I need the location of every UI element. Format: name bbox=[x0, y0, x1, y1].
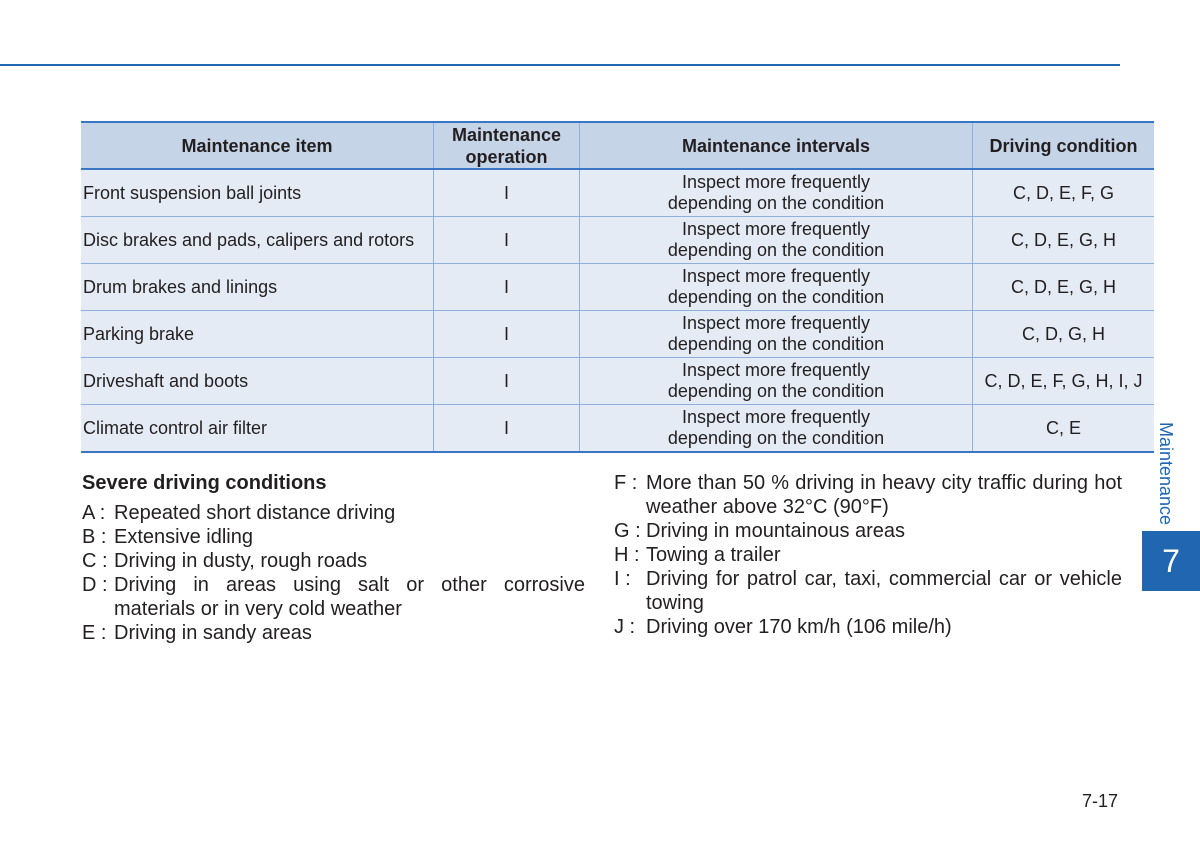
header-maintenance-item: Maintenance item bbox=[81, 122, 434, 169]
cell-driving-condition: C, E bbox=[973, 405, 1155, 453]
cell-driving-condition: C, D, E, G, H bbox=[973, 217, 1155, 264]
cell-maintenance-item: Driveshaft and boots bbox=[81, 358, 434, 405]
maintenance-table bbox=[81, 121, 1154, 453]
condition-text: Driving in areas using salt or other corrosive materials or in very cold weather bbox=[114, 574, 585, 620]
table-row bbox=[81, 311, 1154, 358]
table-row bbox=[81, 358, 1154, 405]
cell-driving-condition: C, D, E, F, G, H, I, J bbox=[973, 358, 1155, 405]
cell-maintenance-operation: I bbox=[434, 405, 580, 453]
cell-maintenance-item: Drum brakes and linings bbox=[81, 264, 434, 311]
condition-label: E : bbox=[82, 622, 107, 644]
cell-maintenance-interval bbox=[580, 358, 973, 405]
condition-label: A : bbox=[82, 502, 106, 524]
condition-text: Repeated short distance driving bbox=[114, 502, 396, 524]
cell-maintenance-operation: I bbox=[434, 264, 580, 311]
interval-text: Inspect more frequently depending on the condition bbox=[667, 360, 885, 401]
interval-text: Inspect more frequently depending on the condition bbox=[667, 266, 885, 307]
cell-maintenance-operation: I bbox=[434, 217, 580, 264]
cell-maintenance-interval bbox=[580, 311, 973, 358]
cell-maintenance-operation: I bbox=[434, 358, 580, 405]
chapter-tab bbox=[1142, 531, 1200, 591]
condition-label: B : bbox=[82, 526, 107, 548]
condition-item-h bbox=[614, 543, 1122, 567]
cell-maintenance-interval bbox=[580, 405, 973, 453]
condition-label: I : bbox=[614, 568, 631, 590]
condition-label: C : bbox=[82, 550, 108, 572]
section-side-label: Maintenance bbox=[1156, 422, 1176, 526]
table-row bbox=[81, 405, 1154, 453]
condition-text: More than 50 % driving in heavy city traffic during hot weather above 32°C (90°F) bbox=[646, 472, 1122, 518]
cell-driving-condition: C, D, E, F, G bbox=[973, 169, 1155, 217]
interval-text: Inspect more frequently depending on the condition bbox=[667, 219, 885, 260]
cell-maintenance-item: Parking brake bbox=[81, 311, 434, 358]
table-row bbox=[81, 264, 1154, 311]
table-row bbox=[81, 217, 1154, 264]
chapter-number: 7 bbox=[1162, 542, 1180, 579]
page-number: 7-17 bbox=[1081, 791, 1118, 811]
table-row bbox=[81, 169, 1154, 217]
condition-label: G : bbox=[614, 520, 641, 542]
table-body bbox=[81, 169, 1154, 452]
cell-maintenance-operation: I bbox=[434, 169, 580, 217]
cell-maintenance-item: Climate control air filter bbox=[81, 405, 434, 453]
condition-item-i bbox=[614, 567, 1122, 615]
cell-maintenance-interval bbox=[580, 217, 973, 264]
header-driving-condition: Driving condition bbox=[973, 122, 1155, 169]
condition-text: Driving in dusty, rough roads bbox=[114, 550, 368, 572]
condition-text: Extensive idling bbox=[114, 526, 253, 548]
condition-text: Driving in mountainous areas bbox=[646, 520, 906, 542]
condition-item-b bbox=[82, 525, 585, 549]
cell-maintenance-interval bbox=[580, 264, 973, 311]
table-header-row bbox=[81, 122, 1154, 169]
cell-maintenance-item: Disc brakes and pads, calipers and rotors bbox=[81, 217, 434, 264]
severe-conditions-right-column bbox=[614, 471, 1122, 639]
condition-label: D : bbox=[82, 574, 108, 596]
condition-item-d bbox=[82, 573, 585, 621]
header-maintenance-intervals: Maintenance intervals bbox=[580, 122, 973, 169]
condition-item-c bbox=[82, 549, 585, 573]
condition-item-f bbox=[614, 471, 1122, 519]
condition-label: F : bbox=[614, 472, 638, 494]
cell-maintenance-interval bbox=[580, 169, 973, 217]
condition-item-j bbox=[614, 615, 1122, 639]
header-rule bbox=[0, 64, 1120, 66]
table-head bbox=[81, 122, 1154, 169]
condition-item-a bbox=[82, 501, 585, 525]
cell-driving-condition: C, D, E, G, H bbox=[973, 264, 1155, 311]
condition-text: Towing a trailer bbox=[646, 544, 781, 566]
interval-text: Inspect more frequently depending on the condition bbox=[667, 407, 885, 448]
condition-text: Driving over 170 km/h (106 mile/h) bbox=[646, 616, 952, 638]
severe-conditions-title: Severe driving conditions bbox=[82, 472, 327, 494]
condition-text: Driving for patrol car, taxi, commercial car or vehicle towing bbox=[646, 568, 1122, 614]
condition-label: H : bbox=[614, 544, 640, 566]
header-maintenance-operation: Maintenance operation bbox=[434, 122, 580, 169]
cell-driving-condition: C, D, G, H bbox=[973, 311, 1155, 358]
severe-conditions-left-column bbox=[82, 471, 585, 645]
condition-item-e bbox=[82, 621, 585, 645]
cell-maintenance-operation: I bbox=[434, 311, 580, 358]
interval-text: Inspect more frequently depending on the condition bbox=[667, 313, 885, 354]
interval-text: Inspect more frequently depending on the condition bbox=[667, 172, 885, 213]
cell-maintenance-item: Front suspension ball joints bbox=[81, 169, 434, 217]
condition-text: Driving in sandy areas bbox=[114, 622, 312, 644]
condition-label: J : bbox=[614, 616, 636, 638]
condition-item-g bbox=[614, 519, 1122, 543]
